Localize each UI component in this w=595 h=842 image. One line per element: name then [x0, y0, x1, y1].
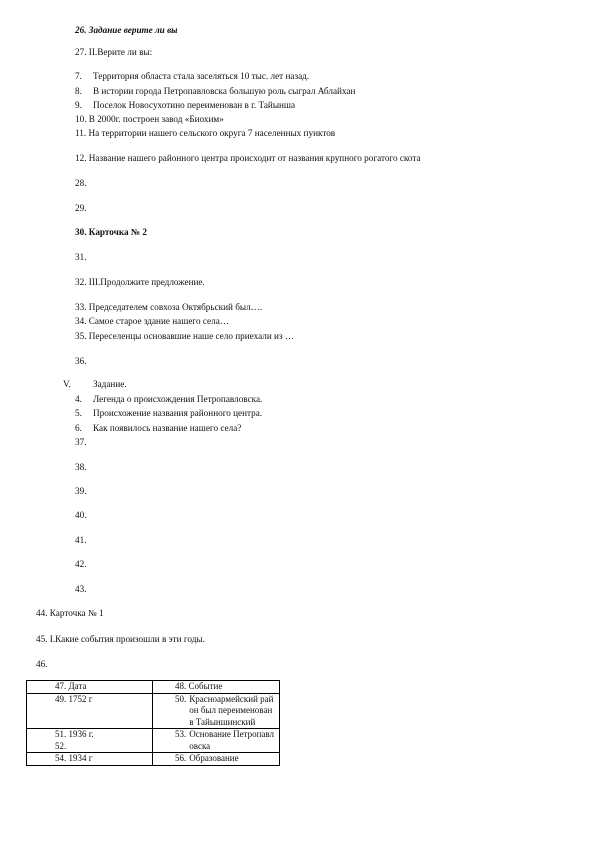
- statement-8: 8. В истории города Петропавловска большую роль сыграл Аблайхан: [75, 86, 356, 96]
- question-4: 4. Легенда о происхождения Петропавловска.: [75, 394, 263, 404]
- line-28: 28.: [75, 178, 87, 188]
- section-v-heading: V. Задание.: [63, 379, 127, 389]
- date-cell: 51. 1936 г. 52.: [27, 729, 153, 753]
- date-cell: 49. 1752 г: [27, 693, 153, 729]
- line-40: 40.: [75, 510, 87, 520]
- events-table: [26, 680, 280, 766]
- line-38: 38.: [75, 462, 87, 472]
- line-36: 36.: [75, 356, 87, 366]
- card-2-heading: 30. Карточка № 2: [75, 227, 148, 237]
- line-41: 41.: [75, 535, 87, 545]
- statement-11: 11. На территории нашего сельского округа 7 населенных пунктов: [75, 128, 336, 138]
- sentence-34: 34. Самое старое здание нашего села…: [75, 316, 229, 326]
- task-32-line: 32. III.Продолжите предложение.: [75, 277, 205, 287]
- sentence-33: 33. Председателем совхоза Октябрьский был….: [75, 302, 263, 312]
- line-29: 29.: [75, 203, 87, 213]
- sentence-35: 35. Переселенцы основавшие наше село приехали из …: [75, 331, 295, 341]
- line-31: 31.: [75, 252, 87, 262]
- line-42: 42.: [75, 559, 87, 569]
- line-46: 46.: [36, 659, 48, 669]
- header-date: 47. Дата: [27, 681, 153, 694]
- event-cell: 53. Основание Петропавловска: [153, 729, 280, 753]
- statement-7: 7. Территория областа стала заселяться 10 тыс. лет назад.: [75, 71, 310, 81]
- table-row: [27, 693, 280, 729]
- table-row: [27, 729, 280, 753]
- header-event: 48. Событие: [153, 681, 280, 694]
- task-45-line: 45. I.Какие события произошли в эти годы.: [36, 634, 205, 644]
- line-39: 39.: [75, 486, 87, 496]
- event-cell: 50. Красноармейский район был переименован в Тайыншинский: [153, 693, 280, 729]
- line-43: 43.: [75, 584, 87, 594]
- task-26-heading: 26. Задание верите ли вы: [75, 25, 178, 35]
- task-27-line: 27. II.Верите ли вы:: [75, 47, 153, 57]
- question-6: 6. Как появилось название нашего села?: [75, 423, 242, 433]
- statement-9: 9. Поселок Новосухотино переименован в г. Тайынша: [75, 100, 296, 110]
- line-37: 37.: [75, 437, 87, 447]
- event-cell: 56. Образование: [153, 753, 280, 766]
- table-row: [27, 753, 280, 766]
- statement-10: 10. В 2000г. построен завод «Биохим»: [75, 114, 224, 124]
- card-1-heading: 44. Карточка № 1: [36, 608, 104, 618]
- table-header-row: [27, 681, 280, 694]
- statement-12: 12. Название нашего районного центра происходит от названия крупного рогатого скота: [75, 153, 421, 163]
- date-cell: 54. 1934 г: [27, 753, 153, 766]
- question-5: 5. Происхожение названия районного центра.: [75, 408, 263, 418]
